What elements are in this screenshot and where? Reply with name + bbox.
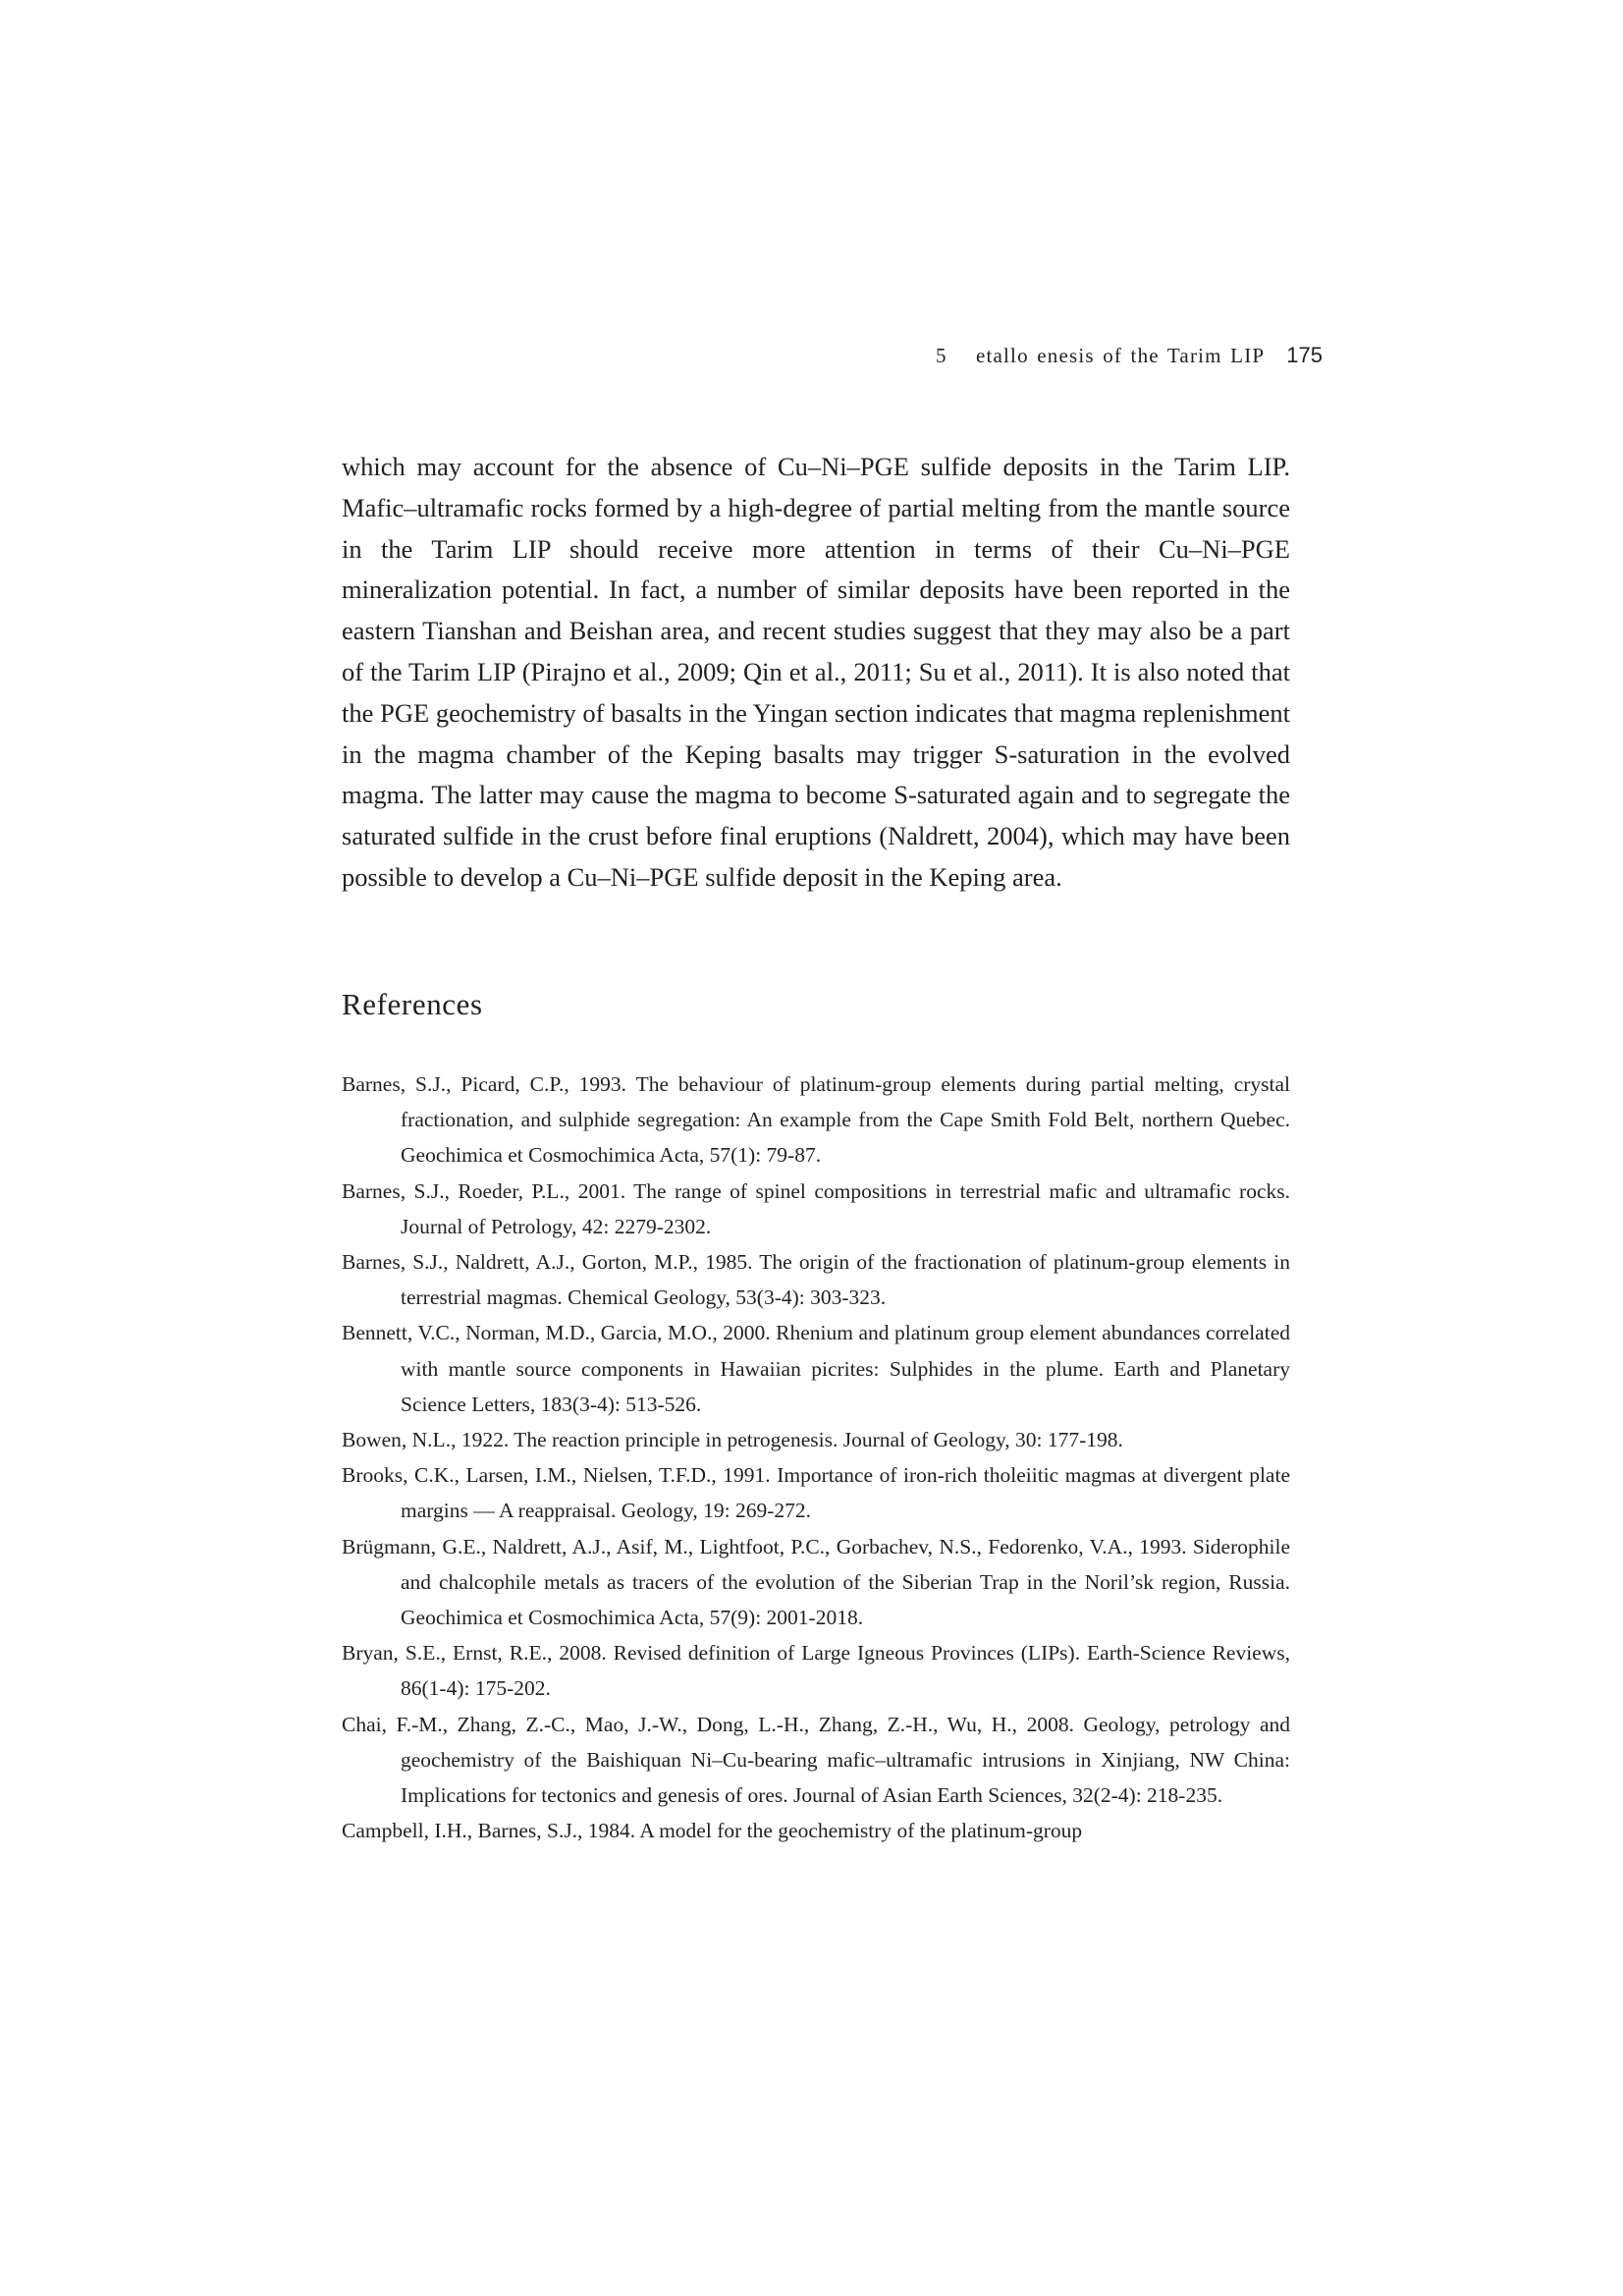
references-heading: References — [342, 987, 483, 1021]
running-header — [0, 342, 1323, 369]
chapter-title: etallo enesis of the Tarim LIP — [975, 344, 1266, 367]
reference-item: Barnes, S.J., Roeder, P.L., 2001. The range of spinel compositions in terrestrial mafic and ultramafic rocks. Journal of Petrology, 42: 2279-2302. — [342, 1178, 1290, 1238]
reference-item: Barnes, S.J., Naldrett, A.J., Gorton, M.P., 1985. The origin of the fractionation of platinum-group elements in terrestrial magmas. Chemical Geology, 53(3-4): 303-323. — [342, 1250, 1290, 1310]
references-list — [342, 1066, 1290, 1848]
reference-item: Bryan, S.E., Ernst, R.E., 2008. Revised definition of Large Igneous Provinces (LIPs). Earth-Science Reviews, 86(1-4): 175-202. — [342, 1641, 1290, 1701]
reference-item: Barnes, S.J., Picard, C.P., 1993. The behaviour of platinum-group elements during partial melting, crystal fractionation, and sulphide segregation: An example from the Cape Smith Fold Belt, northern Quebec. Geochimica et Cosmochimica Acta, 57(1): 79-87. — [342, 1072, 1290, 1168]
reference-item: Chai, F.-M., Zhang, Z.-C., Mao, J.-W., Dong, L.-H., Zhang, Z.-H., Wu, H., 2008. Geology, petrology and geochemistry of the Baishiquan Ni–Cu-bearing mafic–ultramafic intrusions in Xinjiang, NW China: Implications for tectonics and genesis of ores. Journal of Asian Earth Sciences, 32(2-4): 218-235. — [342, 1712, 1290, 1808]
reference-item: Brügmann, G.E., Naldrett, A.J., Asif, M., Lightfoot, P.C., Gorbachev, N.S., Fedorenko, V.A., 1993. Siderophile and chalcophile metals as tracers of the evolution of the Siberian Trap in the Noril’sk region, Russia. Geochimica et Cosmochimica Acta, 57(9): 2001-2018. — [342, 1534, 1290, 1630]
reference-item: Brooks, C.K., Larsen, I.M., Nielsen, T.F.D., 1991. Importance of iron-rich tholeiitic magmas at divergent plate margins — A reappraisal. Geology, 19: 269-272. — [342, 1463, 1290, 1523]
page-number: 175 — [1286, 343, 1323, 367]
reference-item: Campbell, I.H., Barnes, S.J., 1984. A model for the geochemistry of the platinum-group — [342, 1819, 1083, 1843]
reference-item: Bennett, V.C., Norman, M.D., Garcia, M.O., 2000. Rhenium and platinum group element abundances correlated with mantle source components in Hawaiian picrites: Sulphides in the plume. Earth and Planetary Science Letters, 183(3-4): 513-526. — [342, 1321, 1290, 1416]
chapter-number: 5 — [935, 344, 947, 367]
body-paragraph: which may account for the absence of Cu–Ni–PGE sulfide deposits in the Tarim LIP. Mafic–ultramafic rocks formed by a high-degree of partial melting from the mantle source in the Tarim LIP should receive more attention in terms of their Cu–Ni–PGE mineralization potential. In fact, a number of similar deposits have been reported in the eastern Tianshan and Beishan area, and recent studies suggest that they may also be a part of the Tarim LIP (Pirajno et al., 2009; Qin et al., 2011; Su et al., 2011). It is also noted that the PGE geochemistry of basalts in the Yingan section indicates that magma replenishment in the magma chamber of the Keping basalts may trigger S-saturation in the evolved magma. The latter may cause the magma to become S-saturated again and to segregate the saturated sulfide in the crust before final eruptions (Naldrett, 2004), which may have been possible to develop a Cu–Ni–PGE sulfide deposit in the Keping area. — [342, 452, 1290, 892]
reference-item: Bowen, N.L., 1922. The reaction principle in petrogenesis. Journal of Geology, 30: 177-198. — [342, 1428, 1123, 1452]
